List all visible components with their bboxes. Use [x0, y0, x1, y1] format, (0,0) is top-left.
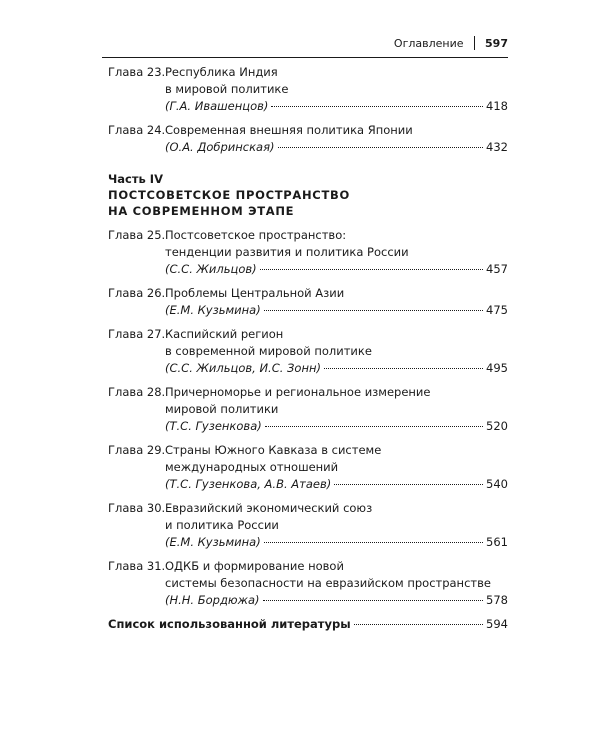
chapter-author-line — [165, 302, 508, 319]
toc-chapter-entry[interactable] — [108, 384, 508, 435]
dot-leader — [278, 147, 484, 148]
chapter-label: Глава 27. — [108, 327, 166, 341]
chapter-page: 418 — [486, 99, 508, 113]
chapter-author-line — [165, 261, 508, 278]
chapter-body — [165, 64, 508, 115]
dot-leader — [265, 426, 483, 427]
toc-chapter-list-top — [108, 64, 508, 156]
chapter-author: (Е.М. Кузьмина) — [165, 535, 261, 549]
chapter-label: Глава 24. — [108, 123, 166, 137]
chapter-page: 432 — [486, 140, 508, 154]
part-label: Часть IV — [108, 172, 163, 186]
chapter-title-line: мировой политики — [165, 402, 279, 416]
chapter-title-line: в современной мировой политике — [165, 344, 372, 358]
chapter-title-line: Каспийский регион — [165, 327, 284, 341]
chapter-label: Глава 26. — [108, 286, 166, 300]
chapter-page: 495 — [486, 361, 508, 375]
chapter-label: Глава 30. — [108, 501, 166, 515]
dot-leader — [271, 106, 483, 107]
dot-leader — [354, 624, 483, 625]
chapter-title-line: Евразийский экономический союз — [165, 501, 373, 515]
chapter-author: (О.А. Добринская) — [165, 140, 275, 154]
chapter-title-line: Причерноморье и региональное измерение — [165, 385, 431, 399]
chapter-body — [165, 558, 508, 609]
toc-content — [108, 64, 508, 633]
chapter-title-line: и политика России — [165, 518, 279, 532]
header-title: Оглавление — [393, 36, 464, 50]
chapter-title-line: международных отношений — [165, 460, 339, 474]
header-separator — [474, 36, 476, 50]
bibliography-page: 594 — [486, 617, 508, 631]
chapter-title-line: ОДКБ и формирование новой — [165, 559, 344, 573]
chapter-author-line — [165, 418, 508, 435]
chapter-body — [165, 285, 508, 319]
chapter-author: (Т.С. Гузенкова, А.В. Атаев) — [165, 477, 332, 491]
toc-chapter-entry[interactable] — [108, 64, 508, 115]
chapter-title-line: Постсоветское пространство: — [165, 228, 347, 242]
part-heading — [108, 171, 508, 219]
chapter-author: (С.С. Жильцов, И.С. Зонн) — [165, 361, 321, 375]
toc-chapter-entry[interactable] — [108, 442, 508, 493]
chapter-author: (Е.М. Кузьмина) — [165, 303, 261, 317]
chapter-body — [165, 500, 508, 551]
toc-chapter-entry[interactable] — [108, 500, 508, 551]
toc-chapter-entry[interactable] — [108, 285, 508, 319]
chapter-page: 457 — [486, 262, 508, 276]
chapter-author-line — [165, 476, 508, 493]
chapter-label: Глава 25. — [108, 228, 166, 242]
chapter-page: 520 — [486, 419, 508, 433]
chapter-page: 561 — [486, 535, 508, 549]
chapter-title-line: системы безопасности на евразийском пространстве — [165, 576, 491, 590]
dot-leader — [263, 600, 484, 601]
part-title-line-1: ПОСТСОВЕТСКОЕ ПРОСТРАНСТВО — [108, 188, 350, 202]
chapter-title-line: Современная внешняя политика Японии — [165, 123, 413, 137]
chapter-body — [165, 326, 508, 377]
page-number: 597 — [485, 36, 508, 50]
chapter-body — [165, 122, 508, 156]
chapter-label: Глава 31. — [108, 559, 166, 573]
chapter-title-line: Республика Индия — [165, 65, 278, 79]
chapter-title-line: тенденции развития и политика России — [165, 245, 409, 259]
toc-chapter-entry[interactable] — [108, 122, 508, 156]
running-header — [394, 36, 508, 50]
dot-leader — [260, 269, 483, 270]
dot-leader — [264, 310, 483, 311]
header-rule — [102, 57, 508, 58]
chapter-author-line — [165, 592, 508, 609]
chapter-author-line — [165, 360, 508, 377]
chapter-title-line: Страны Южного Кавказа в системе — [165, 443, 382, 457]
toc-chapter-entry[interactable] — [108, 558, 508, 609]
chapter-title-line: Проблемы Центральной Азии — [165, 286, 345, 300]
chapter-page: 475 — [486, 303, 508, 317]
chapter-author-line — [165, 139, 508, 156]
part-title-line-2: НА СОВРЕМЕННОМ ЭТАПЕ — [108, 204, 295, 218]
toc-bibliography-entry[interactable] — [108, 616, 508, 633]
chapter-author: (Н.Н. Бордюжа) — [165, 593, 260, 607]
dot-leader — [334, 484, 483, 485]
chapter-author-line — [165, 98, 508, 115]
chapter-page: 578 — [486, 593, 508, 607]
dot-leader — [264, 542, 483, 543]
toc-chapter-entry[interactable] — [108, 326, 508, 377]
chapter-title-line: в мировой политике — [165, 82, 289, 96]
chapter-author-line — [165, 534, 508, 551]
chapter-page: 540 — [486, 477, 508, 491]
chapter-body — [165, 227, 508, 278]
bibliography-label: Список использованной литературы — [108, 617, 351, 631]
chapter-label: Глава 23. — [108, 65, 166, 79]
chapter-author: (Т.С. Гузенкова) — [165, 419, 262, 433]
chapter-author: (Г.А. Ивашенцов) — [165, 99, 269, 113]
chapter-label: Глава 28. — [108, 385, 166, 399]
dot-leader — [324, 368, 483, 369]
chapter-label: Глава 29. — [108, 443, 166, 457]
chapter-body — [165, 384, 508, 435]
chapter-author: (С.С. Жильцов) — [165, 262, 257, 276]
chapter-body — [165, 442, 508, 493]
toc-chapter-list — [108, 227, 508, 609]
toc-chapter-entry[interactable] — [108, 227, 508, 278]
